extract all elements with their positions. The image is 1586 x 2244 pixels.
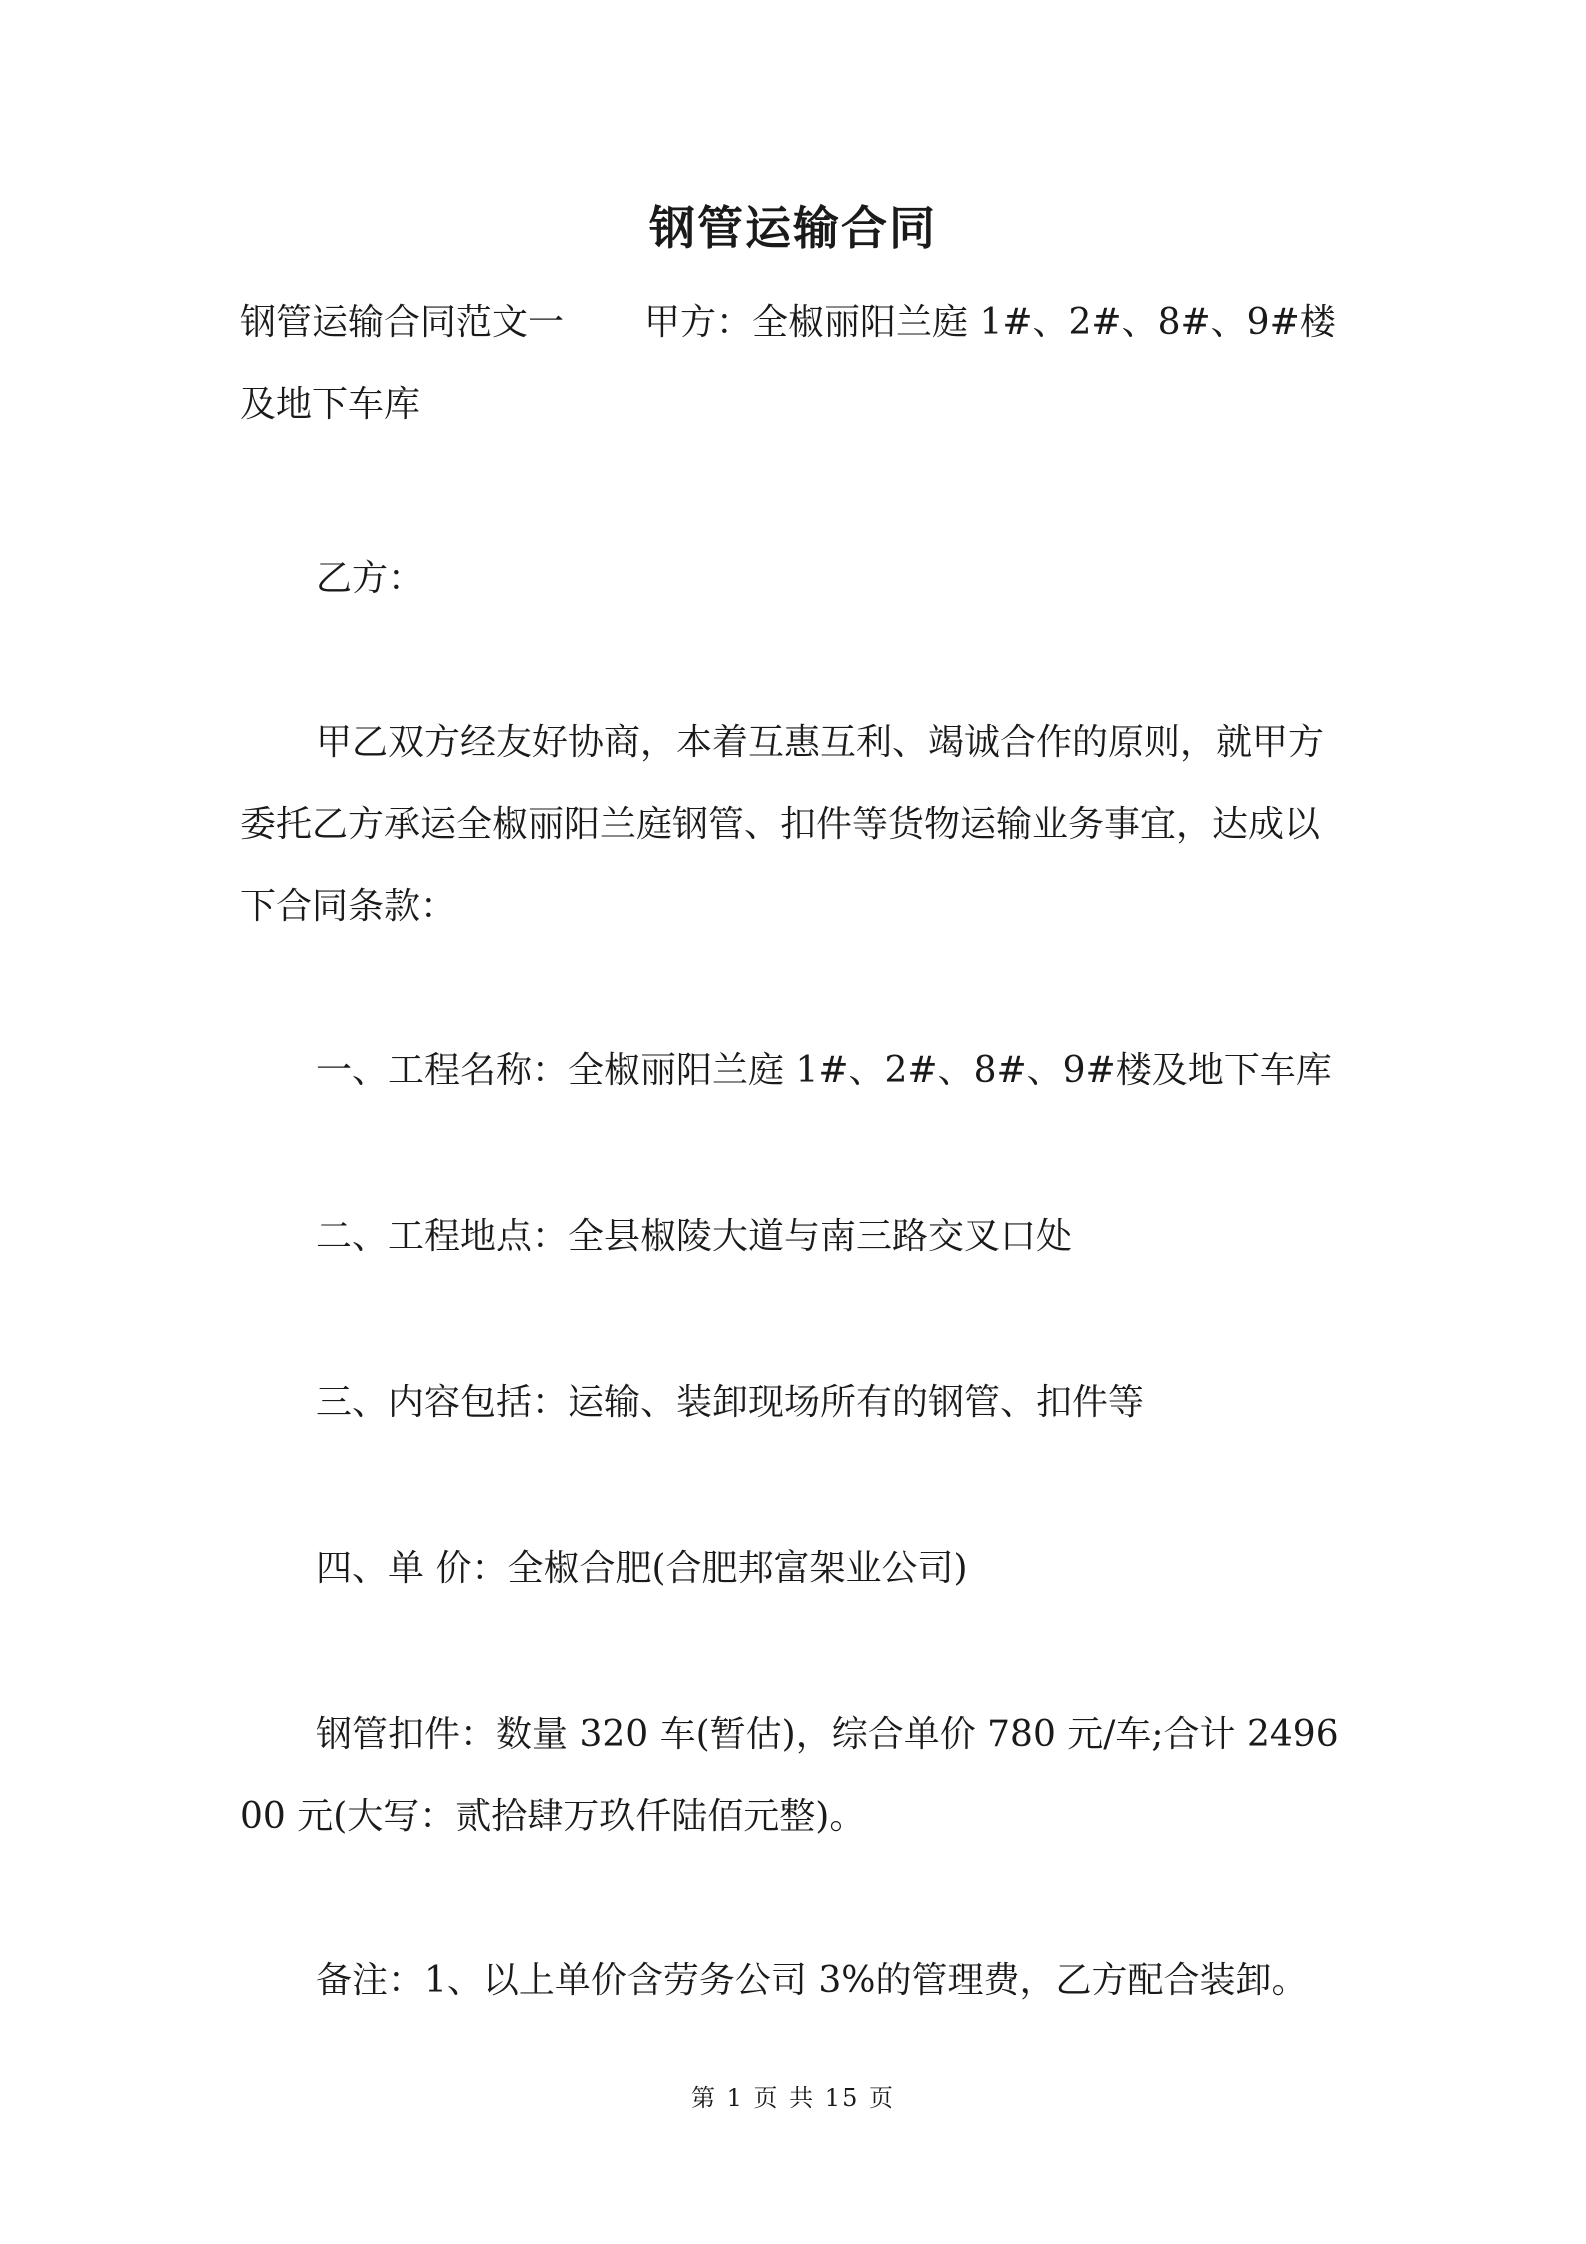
clause-project-location: 二、工程地点：全县椒陵大道与南三路交叉口处 [316, 1216, 1073, 1257]
clause-scope: 三、内容包括：运输、装卸现场所有的钢管、扣件等 [316, 1382, 1145, 1423]
party-a-text: 甲方：全椒丽阳兰庭 1#、2#、8#、9#楼及地下车库 [240, 302, 1336, 425]
intro-label: 钢管运输合同范文一 [240, 302, 565, 343]
page-number: 第 1 页 共 15 页 [691, 2084, 895, 2112]
intro-paragraph [240, 282, 1350, 446]
clause-unit-price: 四、单 价：全椒合肥(合肥邦富架业公司) [316, 1548, 968, 1589]
note-paragraph: 备注：1、以上单价含劳务公司 3%的管理费，乙方配合装卸。 [316, 1960, 1308, 2001]
pricing-paragraph: 钢管扣件：数量 320 车(暂估)，综合单价 780 元/车;合计 249600 元(大写：贰拾肆万玖仟陆佰元整)。 [240, 1714, 1339, 1837]
clause-project-name: 一、工程名称：全椒丽阳兰庭 1#、2#、8#、9#楼及地下车库 [316, 1050, 1332, 1091]
party-b-line: 乙方： [316, 558, 425, 599]
preamble-paragraph: 甲乙双方经友好协商，本着互惠互利、竭诚合作的原则，就甲方委托乙方承运全椒丽阳兰庭钢管、扣件等货物运输业务事宜，达成以下合同条款： [240, 722, 1325, 927]
document-title: 钢管运输合同 [649, 201, 937, 255]
